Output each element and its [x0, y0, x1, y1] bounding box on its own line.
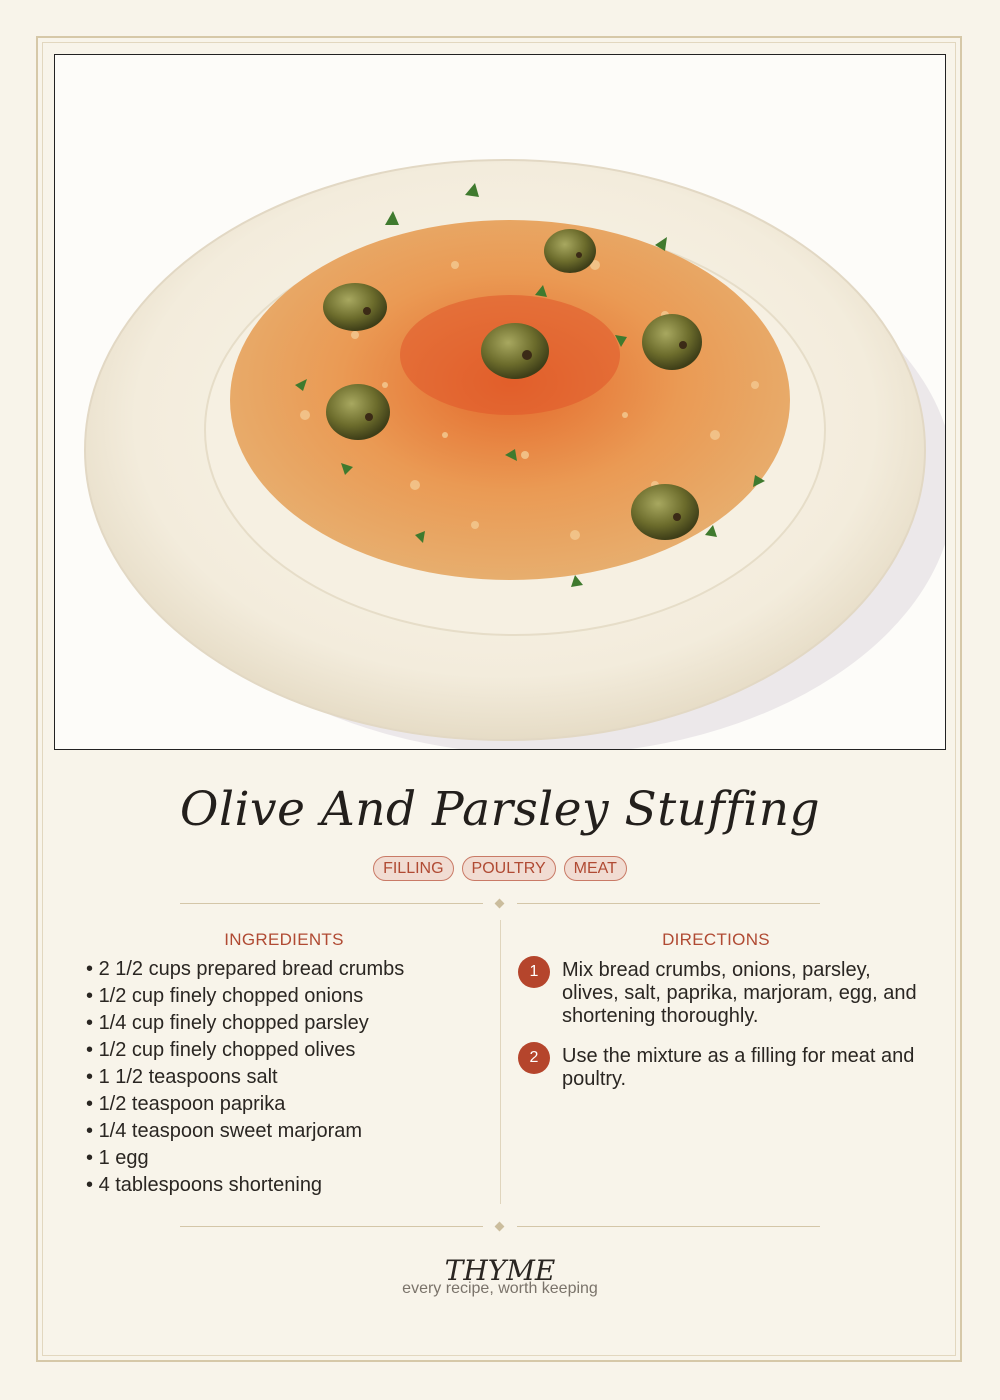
step-number-badge: 2 — [518, 1042, 550, 1074]
tag-meat[interactable]: MEAT — [564, 856, 627, 881]
ingredients-heading: INGREDIENTS — [224, 930, 344, 949]
recipe-title: Olive And Parsley Stuffing — [179, 782, 821, 837]
tag-poultry[interactable]: POULTRY — [462, 856, 556, 881]
ingredient-item: • 1/2 cup finely chopped olives — [86, 1037, 404, 1064]
section-divider-top — [180, 898, 820, 910]
brand-logo: THYME — [444, 1254, 556, 1287]
ingredient-item: • 1/4 cup finely chopped parsley — [86, 1010, 404, 1037]
tag-list — [0, 856, 1000, 881]
ingredient-item: • 4 tablespoons shortening — [86, 1172, 404, 1199]
ingredient-item: • 1/4 teaspoon sweet marjoram — [86, 1118, 404, 1145]
diamond-icon — [495, 899, 505, 909]
direction-step — [518, 1042, 918, 1091]
brand-tagline: every recipe, worth keeping — [402, 1280, 598, 1297]
ingredients-list — [86, 956, 404, 1199]
directions-list — [518, 956, 918, 1105]
ingredient-item: • 1/2 cup finely chopped onions — [86, 983, 404, 1010]
step-number-badge: 1 — [518, 956, 550, 988]
ingredient-item: • 1 egg — [86, 1145, 404, 1172]
ingredient-item: • 1 1/2 teaspoons salt — [86, 1064, 404, 1091]
ingredient-item: • 1/2 teaspoon paprika — [86, 1091, 404, 1118]
diamond-icon — [495, 1222, 505, 1232]
directions-heading: DIRECTIONS — [662, 930, 770, 949]
step-text: Use the mixture as a filling for meat and poultry. — [562, 1045, 915, 1090]
recipe-photo — [54, 54, 946, 750]
direction-step — [518, 956, 918, 1028]
column-divider — [500, 920, 501, 1204]
tag-filling[interactable]: FILLING — [373, 856, 453, 881]
ingredient-item: • 2 1/2 cups prepared bread crumbs — [86, 956, 404, 983]
section-divider-bottom — [180, 1221, 820, 1233]
stuffing-plate-illustration — [55, 55, 945, 749]
step-text: Mix bread crumbs, onions, parsley, olives, salt, paprika, marjoram, egg, and shortening thoroughly. — [562, 959, 917, 1027]
